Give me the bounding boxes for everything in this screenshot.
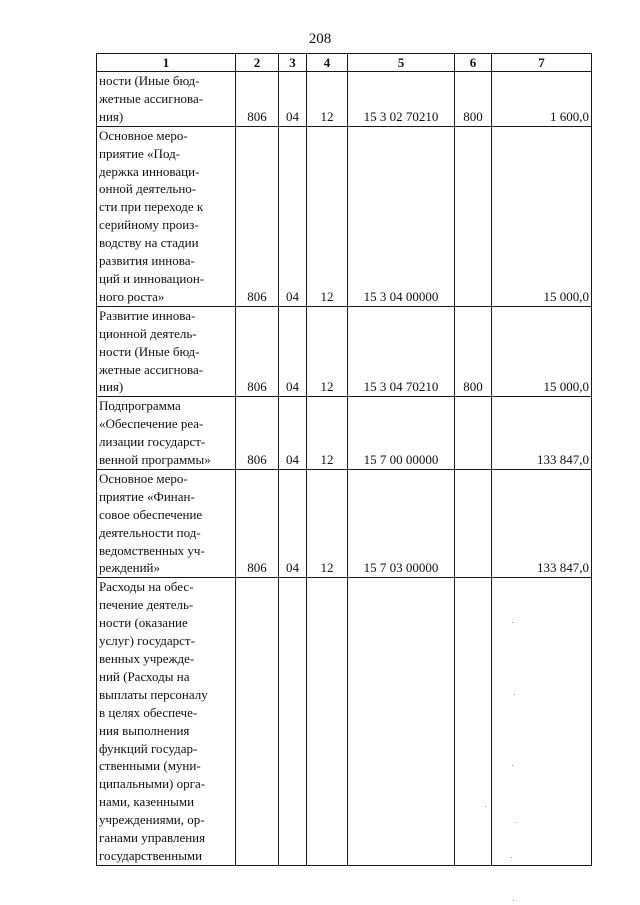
name-line: водству на стадии bbox=[99, 235, 199, 251]
cell-target-article: 15 7 03 00000 bbox=[348, 469, 455, 577]
name-line: Развитие иннова- bbox=[99, 307, 196, 323]
name-line: развития иннова- bbox=[99, 253, 195, 269]
cell-amount bbox=[492, 578, 592, 866]
cell-section: 04 bbox=[279, 397, 307, 470]
name-line: услуг) государст- bbox=[99, 633, 195, 649]
header-col-1: 1 bbox=[97, 54, 236, 72]
table-row bbox=[97, 397, 592, 470]
name-line: Основное меро- bbox=[99, 127, 188, 143]
cell-subsection: 12 bbox=[307, 126, 348, 306]
cell-section: 04 bbox=[279, 306, 307, 397]
cell-code: 806 bbox=[236, 126, 279, 306]
name-line: венной программы» bbox=[99, 452, 211, 468]
name-line: ционной деятель- bbox=[99, 325, 197, 341]
name-line: нами, казенными bbox=[99, 794, 195, 810]
name-line: совое обеспечение bbox=[99, 506, 203, 522]
name-line: ного роста» bbox=[99, 288, 165, 304]
cell-amount: 15 000,0 bbox=[492, 126, 592, 306]
name-line: Подпрограмма bbox=[99, 398, 181, 414]
cell-name bbox=[97, 578, 236, 866]
cell-name bbox=[97, 397, 236, 470]
budget-table bbox=[96, 53, 592, 866]
cell-target-article bbox=[348, 578, 455, 866]
name-line: венных учрежде- bbox=[99, 651, 195, 666]
name-line: жетные ассигнова- bbox=[99, 361, 204, 377]
cell-code: 806 bbox=[236, 72, 279, 127]
cell-expense-type bbox=[455, 469, 492, 577]
name-line: ния выполнения bbox=[99, 722, 190, 738]
header-col-5: 5 bbox=[348, 54, 455, 72]
cell-subsection: 12 bbox=[307, 72, 348, 127]
cell-section: 04 bbox=[279, 126, 307, 306]
cell-target-article: 15 3 02 70210 bbox=[348, 72, 455, 127]
name-line: ния) bbox=[99, 379, 124, 395]
cell-target-article: 15 3 04 00000 bbox=[348, 126, 455, 306]
name-line: реждений» bbox=[99, 560, 161, 576]
cell-expense-type bbox=[455, 578, 492, 866]
cell-target-article: 15 3 04 70210 bbox=[348, 306, 455, 397]
cell-code: 806 bbox=[236, 469, 279, 577]
cell-section bbox=[279, 578, 307, 866]
header-col-7: 7 bbox=[492, 54, 592, 72]
cell-amount: 1 600,0 bbox=[492, 72, 592, 127]
table-row bbox=[97, 306, 592, 397]
name-line: ности (Иные бюд- bbox=[99, 73, 200, 88]
name-line: жетные ассигнова- bbox=[99, 90, 204, 106]
cell-amount: 133 847,0 bbox=[492, 469, 592, 577]
cell-amount: 15 000,0 bbox=[492, 306, 592, 397]
name-line: ганами управления bbox=[99, 830, 206, 846]
name-line: государственными bbox=[99, 847, 203, 863]
name-line: в целях обеспече- bbox=[99, 704, 198, 720]
name-line: приятие «Финан- bbox=[99, 488, 195, 504]
name-line: Основное меро- bbox=[99, 470, 188, 486]
cell-expense-type: 800 bbox=[455, 306, 492, 397]
name-line: печение деятель- bbox=[99, 597, 194, 613]
table-body bbox=[97, 72, 592, 866]
cell-subsection: 12 bbox=[307, 469, 348, 577]
cell-code: 806 bbox=[236, 397, 279, 470]
name-line: лизации государст- bbox=[99, 434, 206, 450]
name-line: ственными (муни- bbox=[99, 758, 201, 774]
name-line: «Обеспечение реа- bbox=[99, 416, 204, 432]
name-line: функций государ- bbox=[99, 740, 198, 756]
name-line: учреждениями, ор- bbox=[99, 812, 205, 828]
table-row bbox=[97, 72, 592, 127]
name-line: ния) bbox=[99, 108, 124, 124]
cell-expense-type bbox=[455, 126, 492, 306]
cell-expense-type bbox=[455, 397, 492, 470]
header-col-3: 3 bbox=[279, 54, 307, 72]
cell-name bbox=[97, 469, 236, 577]
name-line: сти при переходе к bbox=[99, 199, 204, 215]
cell-section: 04 bbox=[279, 72, 307, 127]
header-row bbox=[97, 54, 592, 72]
cell-subsection: 12 bbox=[307, 397, 348, 470]
cell-subsection bbox=[307, 578, 348, 866]
cell-code: 806 bbox=[236, 306, 279, 397]
cell-section: 04 bbox=[279, 469, 307, 577]
name-line: держка инноваци- bbox=[99, 163, 200, 179]
name-line: серийному произ- bbox=[99, 217, 199, 233]
table-row bbox=[97, 578, 592, 866]
header-col-2: 2 bbox=[236, 54, 279, 72]
cell-target-article: 15 7 00 00000 bbox=[348, 397, 455, 470]
name-line: ности (Иные бюд- bbox=[99, 343, 200, 359]
name-line: ности (оказание bbox=[99, 615, 188, 631]
name-line: ведомственных уч- bbox=[99, 542, 205, 558]
name-line: онной деятельно- bbox=[99, 181, 197, 197]
name-line: деятельности под- bbox=[99, 524, 201, 540]
name-line: ций и инновацион- bbox=[99, 270, 205, 286]
name-line: ний (Расходы на bbox=[99, 668, 190, 684]
cell-name bbox=[97, 72, 236, 127]
name-line: ципальными) орга- bbox=[99, 776, 206, 792]
cell-amount: 133 847,0 bbox=[492, 397, 592, 470]
name-line: приятие «Под- bbox=[99, 145, 181, 161]
cell-subsection: 12 bbox=[307, 306, 348, 397]
table-row bbox=[97, 469, 592, 577]
header-col-6: 6 bbox=[455, 54, 492, 72]
cell-expense-type: 800 bbox=[455, 72, 492, 127]
name-line: Расходы на обес- bbox=[99, 579, 194, 595]
cell-code bbox=[236, 578, 279, 866]
cell-name bbox=[97, 126, 236, 306]
table-row bbox=[97, 126, 592, 306]
name-line: выплаты персоналу bbox=[99, 686, 208, 702]
header-col-4: 4 bbox=[307, 54, 348, 72]
cell-name bbox=[97, 306, 236, 397]
page-number: 208 bbox=[308, 31, 332, 47]
